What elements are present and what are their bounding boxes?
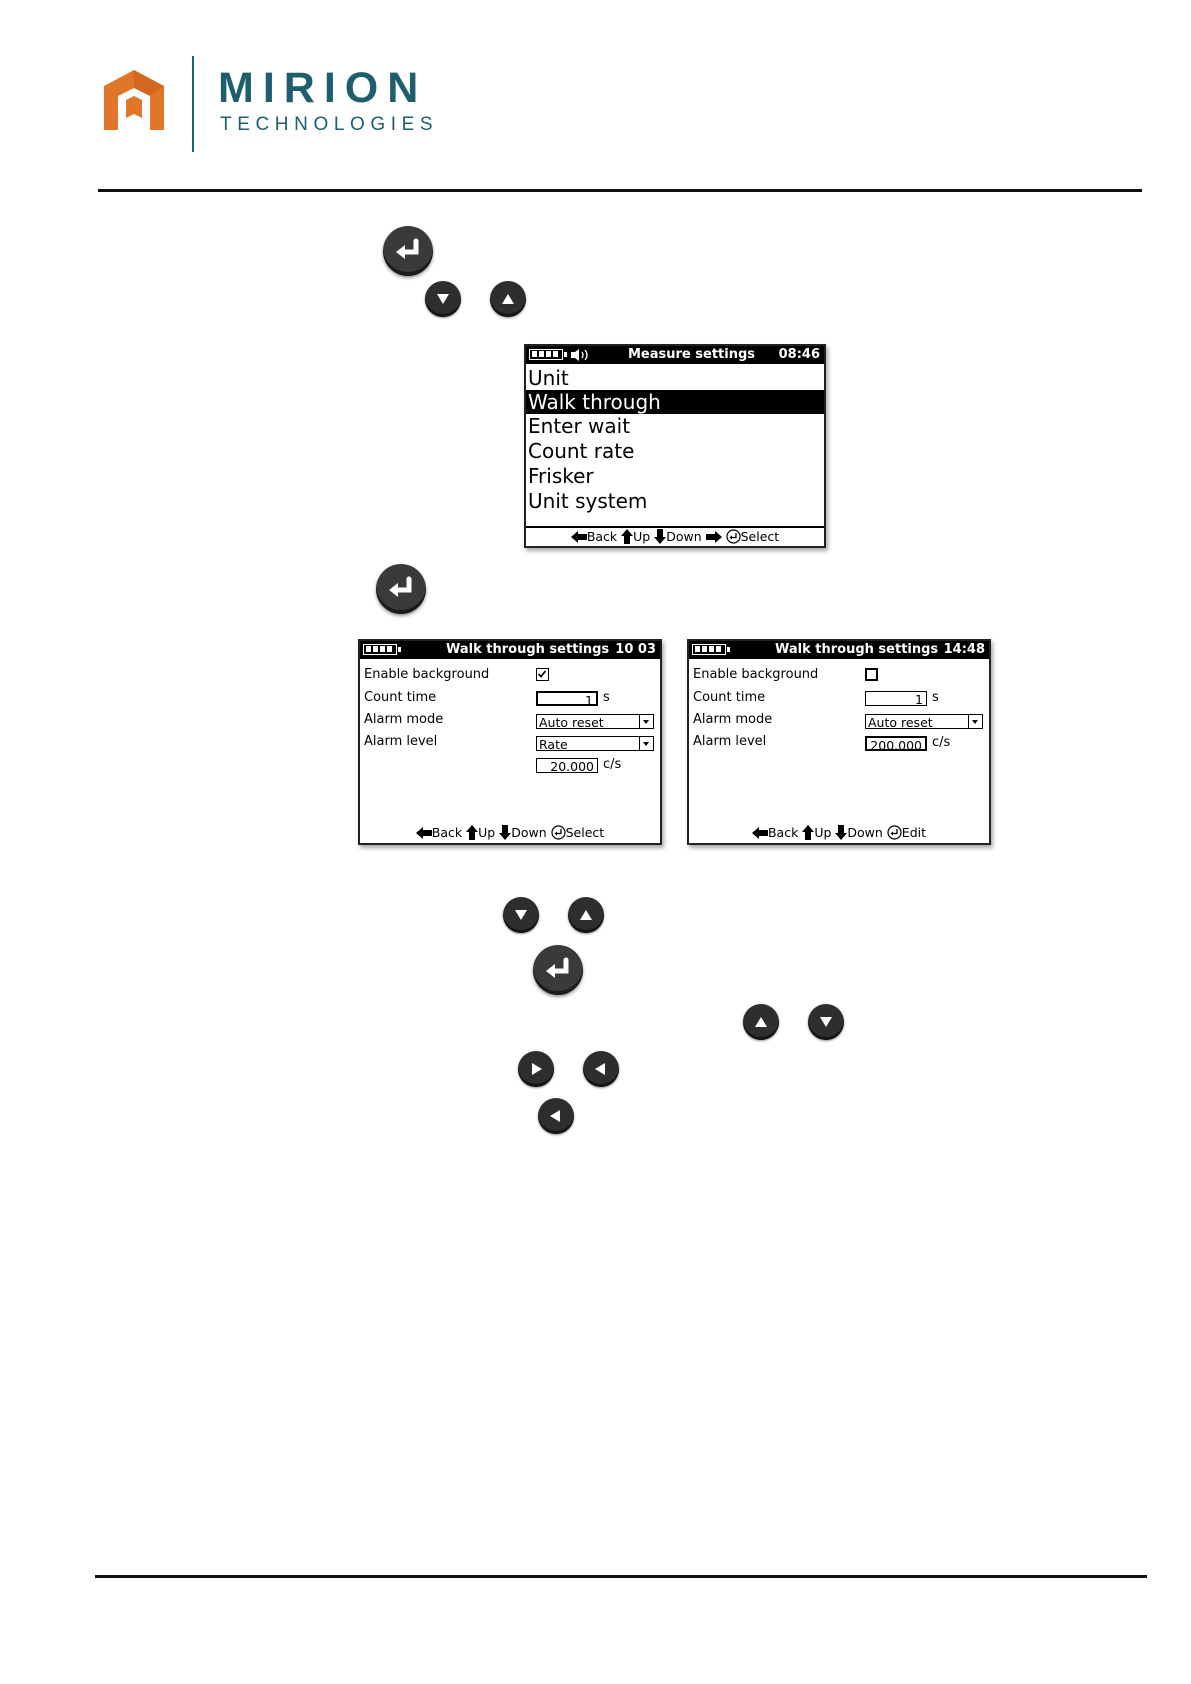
menu-item-count-rate[interactable]: Count rate [528,439,635,463]
screen-title: Measure settings [628,347,756,362]
alarm-level-select[interactable] [536,736,654,751]
enter-icon [551,825,566,840]
down-arrow-icon [835,825,847,840]
left-arrow-icon [571,531,587,543]
speaker-icon [570,348,590,362]
screen-titlebar [360,641,660,659]
count-time-unit: s [932,690,939,705]
footer-back: Back [431,825,463,840]
up-arrow-button-icon [743,1004,779,1040]
count-time-unit: s [603,690,610,705]
alarm-mode-value: Auto reset [868,715,933,730]
left-arrow-icon [416,827,432,839]
header-rule [98,189,1142,192]
alarm-level-label: Alarm level [364,734,438,749]
right-arrow-icon [706,531,722,543]
screen-titlebar [689,641,989,659]
count-time-label: Count time [364,690,437,705]
alarm-level-value: Rate [539,737,568,752]
up-arrow-button-icon [490,281,526,317]
footer-up: Up [478,825,496,840]
chevron-down-icon [968,715,982,728]
down-arrow-button-icon [425,281,461,317]
walk-through-settings-screen-2 [687,639,991,845]
enable-background-label: Enable background [364,667,490,682]
left-arrow-button-icon [538,1098,574,1134]
enable-background-checkbox[interactable] [865,668,878,681]
screen-footer [360,824,660,840]
screen-footer [689,824,989,840]
alarm-mode-select[interactable] [536,714,654,729]
menu-item-walk-through[interactable]: Walk through [526,390,824,414]
rate-unit: c/s [603,757,622,772]
enter-icon [887,825,902,840]
menu-item-frisker[interactable]: Frisker [528,464,594,488]
down-arrow-button-icon [503,897,539,933]
footer-select: Select [740,529,780,544]
screen-title: Walk through settings [775,642,939,657]
screen-clock: 10 03 [615,642,656,657]
logo-divider [192,56,194,152]
footer-down: Down [666,529,702,544]
screen-clock: 14:48 [943,642,985,657]
chevron-down-icon [639,737,653,750]
up-arrow-button-icon [568,897,604,933]
down-arrow-icon [654,529,666,544]
screen-footer [526,528,824,544]
count-time-field[interactable]: 1 [536,691,598,706]
left-arrow-button-icon [583,1051,619,1087]
alarm-level-field[interactable]: 200.000 [865,736,927,751]
count-time-label: Count time [693,690,766,705]
walk-through-settings-screen-1 [358,639,662,845]
alarm-mode-label: Alarm mode [693,712,773,727]
enable-background-checkbox[interactable] [536,668,549,681]
up-arrow-icon [621,529,633,544]
left-arrow-icon [752,827,768,839]
rate-value-field[interactable]: 20.000 [536,758,598,773]
footer-up: Up [633,529,651,544]
footer-back: Back [767,825,799,840]
right-arrow-button-icon [518,1051,554,1087]
enable-background-label: Enable background [693,667,819,682]
down-arrow-button-icon [808,1004,844,1040]
footer-rule [95,1575,1147,1578]
checkmark-icon [537,669,547,679]
battery-icon [529,349,563,360]
enter-button-icon [376,564,426,614]
up-arrow-icon [466,825,478,840]
count-time-field[interactable]: 1 [865,691,927,706]
footer-back: Back [586,529,618,544]
alarm-mode-select[interactable] [865,714,983,729]
footer-up: Up [814,825,832,840]
alarm-mode-value: Auto reset [539,715,604,730]
logo-wordmark: MIRION [218,64,428,112]
up-arrow-icon [802,825,814,840]
footer-down: Down [511,825,547,840]
battery-icon [363,644,397,655]
footer-select: Select [565,825,605,840]
chevron-down-icon [639,715,653,728]
menu-item-unit[interactable]: Unit [528,366,569,390]
footer-down: Down [847,825,883,840]
screen-titlebar [526,346,824,364]
enter-button-icon [533,945,583,995]
mirion-logo-mark [100,68,168,136]
logo-subtitle: TECHNOLOGIES [220,114,439,135]
enter-button-icon [383,226,433,276]
alarm-level-label: Alarm level [693,734,767,749]
measure-settings-screen [524,344,826,548]
menu-item-enter-wait[interactable]: Enter wait [528,414,631,438]
footer-edit: Edit [901,825,927,840]
down-arrow-icon [499,825,511,840]
alarm-level-unit: c/s [932,735,951,750]
enter-icon [726,529,741,544]
screen-clock: 08:46 [778,347,820,362]
battery-icon [692,644,726,655]
menu-item-unit-system[interactable]: Unit system [528,489,648,513]
alarm-mode-label: Alarm mode [364,712,444,727]
screen-title: Walk through settings [446,642,610,657]
